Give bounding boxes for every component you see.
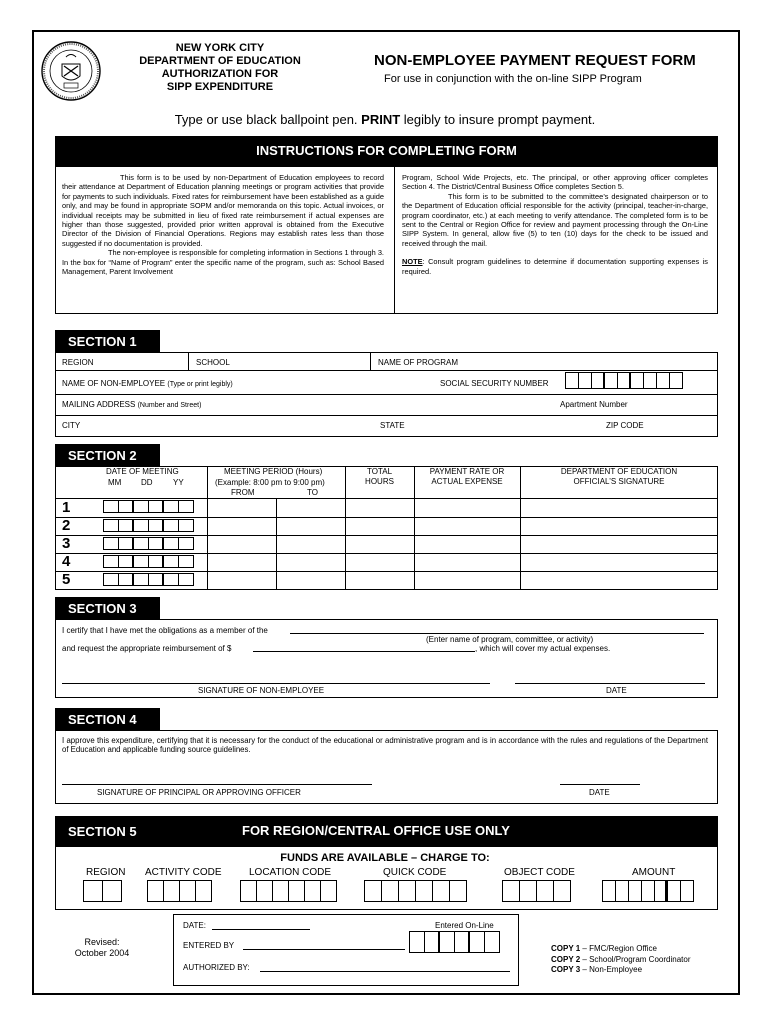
copy-3 <box>551 965 690 976</box>
rate-header-1: PAYMENT RATE OR <box>429 467 505 476</box>
region-field[interactable]: REGION <box>62 358 94 367</box>
enter-program-hint: (Enter name of program, committee, or activity) <box>426 635 594 644</box>
date-of-meeting-header: DATE OF MEETING <box>106 467 179 476</box>
activity-code-boxes[interactable] <box>148 880 212 902</box>
s5-region-label: REGION <box>86 867 126 878</box>
location-code-label: LOCATION CODE <box>249 867 332 878</box>
amount-line[interactable] <box>253 651 475 652</box>
s1-row-line-1 <box>55 370 718 371</box>
name-label: NAME OF NON-EMPLOYEE <box>62 379 166 388</box>
entered-online-label: Entered On-Line <box>435 921 494 930</box>
instructions-left-p2: The non-employee is responsible for completing information in Sections 1 through 3. In the box for “Name of Program” enter the specific name of the program, such as: School Based Management, Parent Involvement <box>62 248 384 277</box>
instructions-right-p1: Program, School Wide Projects, etc. The principal, or other approving officer completes Section 4. The District/Central Business Office completes Section 5. <box>402 173 708 192</box>
s1-row-line-3 <box>55 415 718 416</box>
org-line-1: NEW YORK CITY <box>175 42 265 54</box>
amount-boxes[interactable] <box>603 880 694 902</box>
ssn-boxes[interactable] <box>566 372 683 389</box>
s3-date-line[interactable] <box>515 683 705 684</box>
rate-header-2: ACTUAL EXPENSE <box>431 477 503 486</box>
note-label: NOTE <box>402 257 423 267</box>
s1-row-line-2 <box>55 394 718 395</box>
program-name-field[interactable]: NAME OF PROGRAM <box>378 358 459 367</box>
meeting-date-boxes[interactable] <box>104 537 194 550</box>
location-code-boxes[interactable] <box>241 880 337 902</box>
copy-3-label: COPY 3 <box>551 965 581 974</box>
meeting-period-header: MEETING PERIOD (Hours) <box>224 467 323 476</box>
type-line-a: Type or use black ballpoint pen. <box>174 112 358 127</box>
state-field[interactable]: STATE <box>380 421 405 430</box>
s1-col-line-1 <box>188 352 189 370</box>
org-heading <box>120 42 320 94</box>
process-date-field[interactable] <box>183 921 206 930</box>
authorized-by-label: AUTHORIZED BY: <box>183 963 250 972</box>
principal-signature-line[interactable] <box>62 784 372 785</box>
approval-text: I approve this expenditure, certifying that it is necessary for the conduct of the educational or administrative program and is in accordance with the rules and regulations of the Department of Education and applicable funding source guidelines. <box>62 736 708 755</box>
address-label: MAILING ADDRESS <box>62 400 136 409</box>
org-line-2: DEPARTMENT OF EDUCATION <box>139 55 301 67</box>
s2-col-line-a <box>207 466 208 590</box>
copy-2 <box>551 955 690 966</box>
copy-1-label: COPY 1 <box>551 944 581 953</box>
non-employee-signature-line[interactable] <box>62 683 490 684</box>
non-employee-name-field[interactable] <box>62 379 233 388</box>
quick-code-label: QUICK CODE <box>383 867 447 878</box>
non-employee-signature-label: SIGNATURE OF NON-EMPLOYEE <box>198 686 325 695</box>
yy-header: YY <box>173 478 184 487</box>
name-hint: (Type or print legibly) <box>167 381 233 388</box>
row-number: 5 <box>62 571 71 588</box>
official-signature-header <box>520 467 718 487</box>
type-instruction <box>0 112 770 127</box>
s2-row-line-1 <box>55 517 718 518</box>
certify-text: I certify that I have met the obligations as a member of the <box>62 626 268 635</box>
copy-1-text: – FMC/Region Office <box>580 944 657 953</box>
instructions-left-p1: This form is to be used by non-Department of Education employees to record their attendance at Department of Education planning meetings or program activities that provide for payments to such individuals. Fixed rates for reimbursement have been established as a guide only, and may be found in appropriate SOPM and/or memoranda on this topic. Actual invoices, or individual receipts may be submitted in lieu of fixed rate reimbursement if actual expenses are higher than those suggested, provided prior written approval is obtained from the Executive Director of the Division of Financial Operations. Regions may establish rates less than those suggested if no documentation is provided. <box>62 173 384 248</box>
instructions-right <box>402 173 708 276</box>
instructions-note <box>402 257 708 276</box>
s4-date-label: DATE <box>589 788 610 797</box>
copy-distribution <box>551 944 690 976</box>
mm-header: MM <box>108 478 122 487</box>
entered-by-line[interactable] <box>243 949 405 950</box>
copy-3-text: – Non-Employee <box>580 965 643 974</box>
meeting-date-boxes[interactable] <box>104 573 194 586</box>
section-3-tab: SECTION 3 <box>55 597 160 619</box>
s1-col-line-2 <box>370 352 371 370</box>
meeting-date-boxes[interactable] <box>104 555 194 568</box>
nyc-seal-logo <box>40 40 102 102</box>
ssn-label: SOCIAL SECURITY NUMBER <box>440 379 549 388</box>
s2-col-line-b <box>276 498 277 590</box>
object-code-boxes[interactable] <box>503 880 571 902</box>
amount-label: AMOUNT <box>632 867 676 878</box>
revised-note <box>66 937 138 959</box>
authorized-by-line[interactable] <box>260 971 510 972</box>
sig-header-2: OFFICIAL’S SIGNATURE <box>573 477 665 486</box>
total-header-2: HOURS <box>365 477 394 486</box>
activity-code-label: ACTIVITY CODE <box>145 867 222 878</box>
copy-1 <box>551 944 690 955</box>
zip-code-field[interactable]: ZIP CODE <box>606 421 644 430</box>
meeting-date-boxes[interactable] <box>104 519 194 532</box>
total-header-1: TOTAL <box>366 467 393 476</box>
entered-by-label: ENTERED BY <box>183 941 235 950</box>
process-date-label: DATE: <box>183 921 206 930</box>
s2-header-line <box>55 498 718 499</box>
sig-header-1: DEPARTMENT OF EDUCATION <box>560 467 678 476</box>
object-code-label: OBJECT CODE <box>504 867 575 878</box>
to-header: TO <box>307 488 318 497</box>
form-title: NON-EMPLOYEE PAYMENT REQUEST FORM <box>374 52 696 69</box>
revised-date: October 2004 <box>74 948 130 958</box>
row-number: 2 <box>62 517 71 534</box>
meeting-date-boxes[interactable] <box>104 500 194 513</box>
copy-2-text: – School/Program Coordinator <box>580 954 691 964</box>
dd-header: DD <box>141 478 153 487</box>
instructions-left <box>62 173 384 276</box>
meeting-period-example: (Example: 8:00 pm to 9:00 pm) <box>215 478 325 487</box>
instructions-title: INSTRUCTIONS FOR COMPLETING FORM <box>55 136 718 166</box>
section-4-tab: SECTION 4 <box>55 708 160 730</box>
principal-signature-label: SIGNATURE OF PRINCIPAL OR APPROVING OFFICER <box>97 788 301 797</box>
quick-code-boxes[interactable] <box>365 880 467 902</box>
copy-2-label: COPY 2 <box>551 954 581 964</box>
apartment-number-field[interactable]: Apartment Number <box>560 400 628 409</box>
row-number: 3 <box>62 535 71 552</box>
section-1-tab: SECTION 1 <box>55 330 160 352</box>
form-subtitle: For use in conjunction with the on-line SIPP Program <box>384 73 642 85</box>
funds-available-heading: FUNDS ARE AVAILABLE – CHARGE TO: <box>280 852 490 864</box>
row-number: 4 <box>62 553 71 570</box>
instructions-right-p2: This form is to be submitted to the committee’s designated chairperson or to the Department of Education official responsible for the activity (principal, teacher-in-charge, program coordinator, etc.) at each meeting to verify attendance. The completed form is to be sent to the Central or Region Office for review and payment processing through the On-Line SIPP System. In general, allow five (5) to ten (10) days for the check to be issued and received through the mail. <box>402 191 708 248</box>
from-header: FROM <box>231 488 255 497</box>
city-field[interactable]: CITY <box>62 421 81 430</box>
s2-row-line-2 <box>55 535 718 536</box>
payment-rate-header <box>414 467 520 487</box>
type-line-print: PRINT <box>361 112 401 127</box>
note-text: : Consult program guidelines to determine if documentation supporting expenses is required. <box>402 257 708 276</box>
s4-date-line[interactable] <box>560 784 640 785</box>
section-5-title: SECTION 5 <box>68 824 137 839</box>
program-name-line[interactable] <box>290 633 704 634</box>
process-date-line[interactable] <box>212 929 310 930</box>
address-hint: (Number and Street) <box>137 402 202 409</box>
cover-text: , which will cover my actual expenses. <box>475 644 611 653</box>
org-line-4: SIPP EXPENDITURE <box>166 81 274 93</box>
s2-row-line-4 <box>55 571 718 572</box>
revised-label: Revised: <box>84 937 120 947</box>
entered-online-boxes[interactable] <box>410 931 500 953</box>
org-line-3: AUTHORIZATION FOR <box>161 68 279 80</box>
school-field[interactable]: SCHOOL <box>196 358 230 367</box>
region-code-boxes[interactable] <box>84 880 122 902</box>
total-hours-header <box>345 467 414 487</box>
s2-row-line-3 <box>55 553 718 554</box>
s3-date-label: DATE <box>606 686 627 695</box>
section-2-tab: SECTION 2 <box>55 444 160 466</box>
request-text: and request the appropriate reimbursement of $ <box>62 644 232 653</box>
mailing-address-field[interactable] <box>62 400 201 409</box>
type-line-c: legibly to insure prompt payment. <box>403 112 596 127</box>
office-use-only-title: FOR REGION/CENTRAL OFFICE USE ONLY <box>242 823 510 838</box>
instructions-divider <box>394 166 395 314</box>
row-number: 1 <box>62 499 71 516</box>
